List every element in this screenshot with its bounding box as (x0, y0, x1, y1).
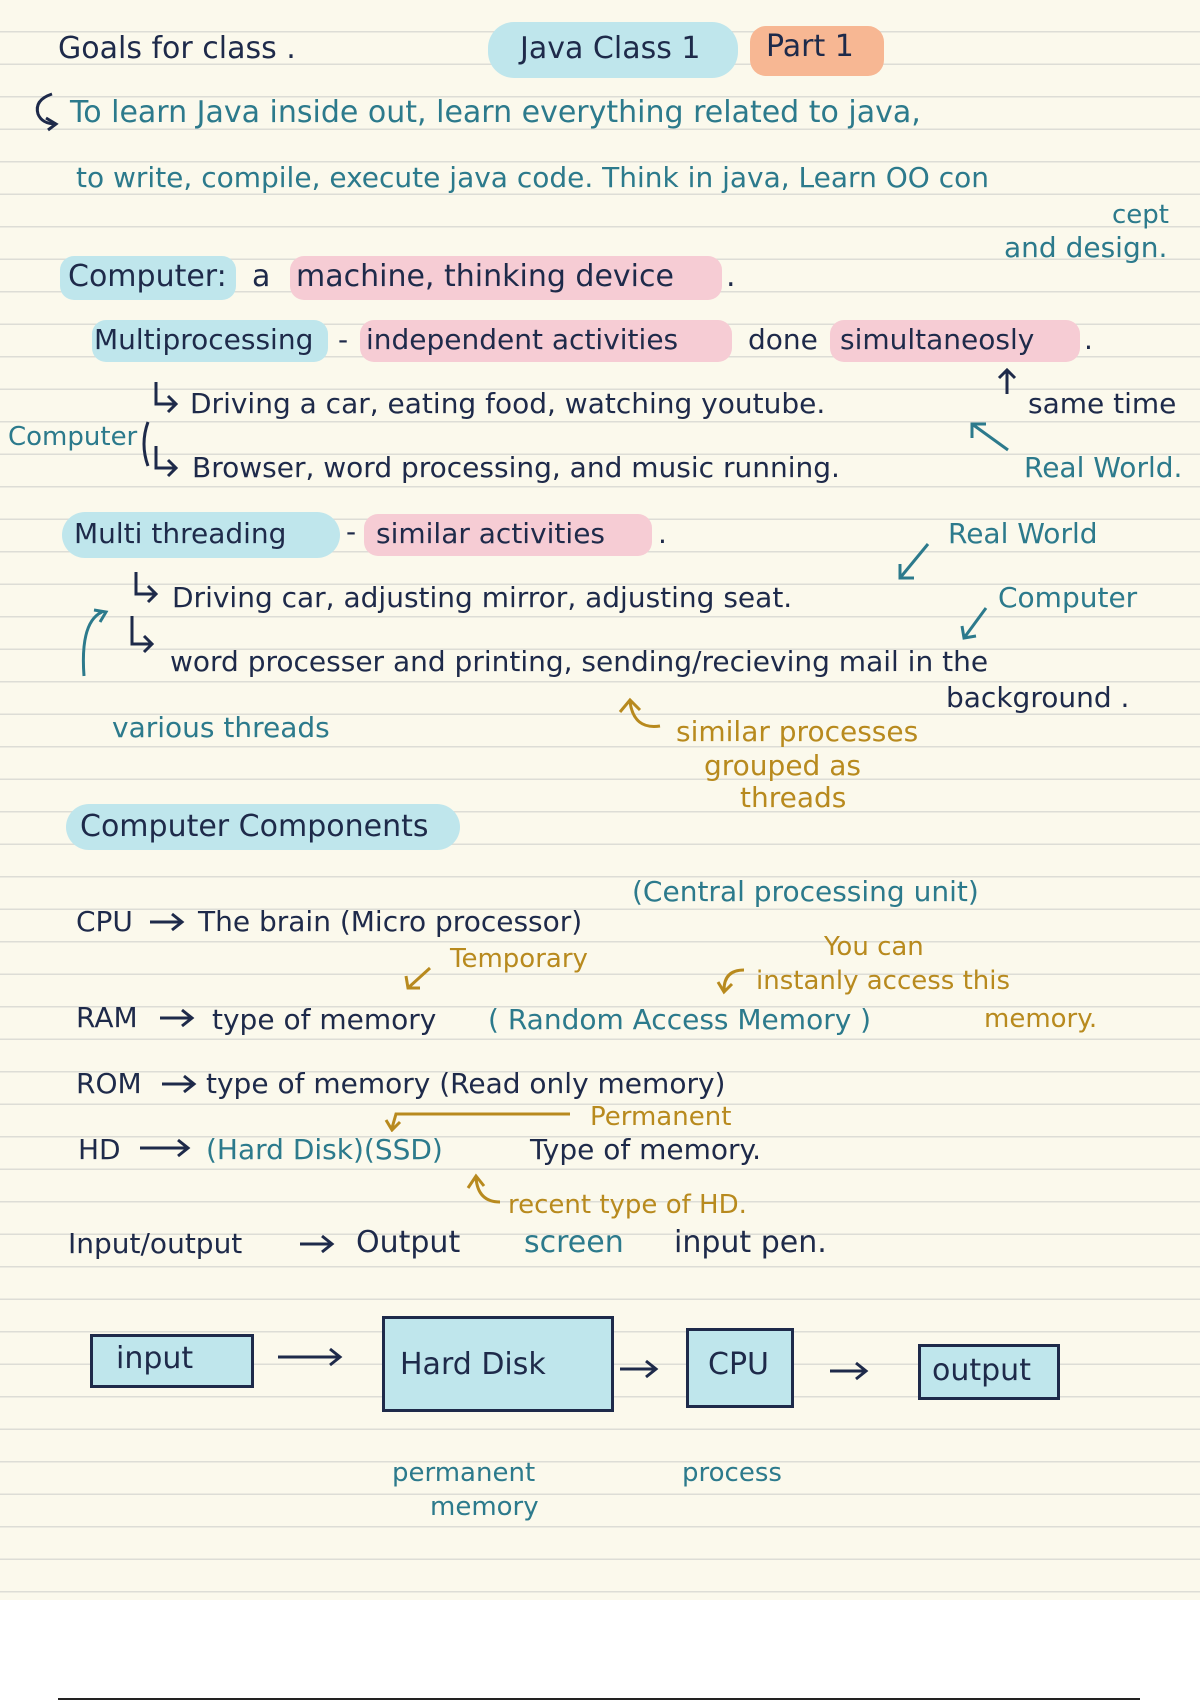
computer-dot: . (726, 259, 736, 294)
hd-full-name: (Hard Disk)(SSD) (206, 1133, 443, 1166)
sub-arrow-icon (150, 444, 180, 478)
cpu-label: CPU (76, 905, 133, 938)
right-arrow-icon (618, 1358, 662, 1380)
curved-up-arrow-icon (464, 1172, 504, 1208)
multiprocessing-example-1: Driving a car, eating food, watching youtube. (190, 387, 826, 420)
sub-arrow-icon (130, 570, 160, 604)
multithreading-dash: - (346, 515, 357, 548)
right-arrow-icon (298, 1234, 338, 1254)
real-world-note-1: Real World. (1024, 451, 1183, 484)
down-left-arrow-icon (400, 964, 434, 994)
input-box-label: input (116, 1341, 194, 1376)
io-screen: screen (524, 1225, 624, 1260)
goals-line-3b: and design. (1004, 231, 1168, 264)
rom-label: ROM (76, 1067, 142, 1100)
hd-description: Type of memory. (530, 1133, 761, 1166)
right-arrow-icon (138, 1138, 194, 1158)
sub-arrow-icon (126, 614, 156, 654)
curved-up-arrow-icon (614, 696, 664, 734)
similar-processes-note-1: similar processes (676, 715, 919, 748)
goals-heading: Goals for class . (58, 31, 296, 66)
part-label: Part 1 (766, 29, 854, 64)
multithreading-example-2: word processer and printing, sending/recieving mail in the (170, 645, 989, 678)
output-box-label: output (932, 1353, 1031, 1388)
multiprocessing-def1: independent activities (366, 323, 679, 356)
cpu-box-label: CPU (708, 1347, 769, 1382)
ram-label: RAM (76, 1001, 138, 1034)
curved-arrow-icon (28, 90, 62, 132)
components-heading: Computer Components (80, 809, 429, 844)
similar-processes-note-2: grouped as (704, 749, 861, 782)
down-left-arrow-icon (956, 604, 990, 644)
goals-line-3a: cept (1112, 200, 1169, 230)
multiprocessing-def2: simultaneosly (840, 323, 1035, 356)
multithreading-dot: . (658, 517, 667, 550)
multiprocessing-label: Multiprocessing (94, 323, 314, 356)
multiprocessing-dot: . (1084, 323, 1093, 356)
computer-definition: machine, thinking device (296, 259, 674, 294)
computer-label: Computer: (68, 259, 227, 294)
multiprocessing-example-2: Browser, word processing, and music running. (192, 451, 840, 484)
multithreading-def: similar activities (376, 517, 606, 550)
same-time-note: same time (1028, 387, 1177, 420)
permanent-note: Permanent (590, 1102, 732, 1132)
process-caption: process (682, 1458, 782, 1488)
io-output: Output (356, 1225, 461, 1260)
right-arrow-icon (148, 912, 188, 932)
permanent-memory-caption-2: memory (430, 1492, 539, 1522)
multiprocessing-dash: - (338, 323, 349, 356)
up-arrow-icon (996, 366, 1018, 396)
recent-hd-note: recent type of HD. (508, 1190, 747, 1220)
memory-note: memory. (984, 1004, 1098, 1034)
cpu-description: The brain (Micro processor) (198, 905, 583, 938)
instantly-note: instanly access this (756, 966, 1011, 996)
ram-full-name: ( Random Access Memory ) (488, 1003, 872, 1036)
curved-return-icon (76, 606, 120, 682)
similar-processes-note-3: threads (740, 781, 847, 814)
multithreading-example-1: Driving car, adjusting mirror, adjusting seat. (172, 581, 793, 614)
right-arrow-icon (160, 1074, 200, 1094)
computer-tag-2: Computer (998, 581, 1138, 614)
io-input: input pen. (674, 1225, 827, 1260)
page-title: Java Class 1 (520, 31, 701, 66)
hard-disk-box-label: Hard Disk (400, 1347, 546, 1382)
goals-line-2: to write, compile, execute java code. Think in java, Learn OO con (76, 161, 989, 194)
temporary-note: Temporary (450, 944, 588, 974)
sub-arrow-icon (150, 380, 180, 414)
rom-description: type of memory (Read only memory) (206, 1067, 726, 1100)
right-arrow-icon (158, 1008, 198, 1028)
multiprocessing-done: done (748, 323, 818, 356)
down-left-arrow-icon (892, 540, 932, 584)
right-arrow-icon (276, 1346, 346, 1368)
left-arrow-icon (382, 1106, 572, 1132)
real-world-note-2: Real World (948, 517, 1098, 550)
multithreading-example-2b: background . (946, 681, 1130, 714)
right-arrow-icon (828, 1360, 872, 1382)
you-can-note: You can (824, 932, 924, 962)
curved-arrow-icon (714, 966, 748, 996)
hd-label: HD (78, 1133, 121, 1166)
computer-tag-1: Computer (8, 422, 138, 452)
multithreading-label: Multi threading (74, 517, 287, 550)
io-label: Input/output (68, 1227, 243, 1260)
goals-line-1: To learn Java inside out, learn everything related to java, (70, 95, 921, 130)
diagonal-arrow-icon (966, 418, 1012, 454)
various-threads-note: various threads (112, 711, 330, 744)
permanent-memory-caption-1: permanent (392, 1458, 536, 1488)
cpu-full-name: (Central processing unit) (632, 875, 979, 908)
ram-description: type of memory (212, 1003, 437, 1036)
computer-article: a (252, 259, 271, 294)
